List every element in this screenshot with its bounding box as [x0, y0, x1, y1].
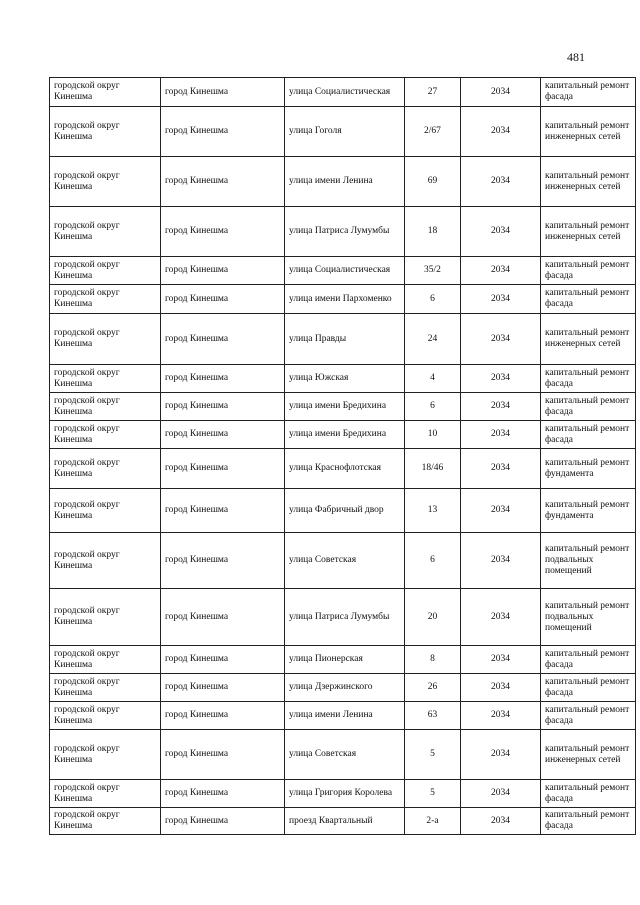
- district-cell: городской округ Кинешма: [50, 365, 161, 393]
- year-cell: 2034: [461, 489, 541, 533]
- work-cell: капитальный ремонт фасада: [541, 646, 636, 674]
- table-row: [50, 449, 636, 489]
- year-cell: 2034: [461, 730, 541, 780]
- house-cell: 2-а: [405, 808, 461, 835]
- district-cell: городской округ Кинешма: [50, 589, 161, 646]
- district-cell: городской округ Кинешма: [50, 107, 161, 157]
- street-cell: улица Григория Королева: [285, 780, 405, 808]
- work-cell: капитальный ремонт фасада: [541, 365, 636, 393]
- year-cell: 2034: [461, 646, 541, 674]
- city-cell: город Кинешма: [161, 157, 285, 207]
- house-cell: 6: [405, 285, 461, 314]
- house-cell: 4: [405, 365, 461, 393]
- city-cell: город Кинешма: [161, 107, 285, 157]
- work-cell: капитальный ремонт фасада: [541, 393, 636, 421]
- table-row: [50, 421, 636, 449]
- street-cell: улица имени Ленина: [285, 702, 405, 730]
- house-cell: 13: [405, 489, 461, 533]
- district-cell: городской округ Кинешма: [50, 157, 161, 207]
- table-body: [50, 78, 636, 835]
- work-cell: капитальный ремонт фасада: [541, 78, 636, 107]
- table-row: [50, 257, 636, 285]
- house-cell: 20: [405, 589, 461, 646]
- street-cell: улица имени Бредихина: [285, 393, 405, 421]
- year-cell: 2034: [461, 702, 541, 730]
- work-cell: капитальный ремонт инженерных сетей: [541, 157, 636, 207]
- table-row: [50, 207, 636, 257]
- work-cell: капитальный ремонт фасада: [541, 674, 636, 702]
- house-cell: 35/2: [405, 257, 461, 285]
- street-cell: улица Советская: [285, 533, 405, 589]
- work-cell: капитальный ремонт фасада: [541, 257, 636, 285]
- street-cell: улица Патриса Лумумбы: [285, 207, 405, 257]
- table-row: [50, 730, 636, 780]
- year-cell: 2034: [461, 589, 541, 646]
- repair-schedule-table: [49, 77, 636, 835]
- house-cell: 69: [405, 157, 461, 207]
- table-row: [50, 646, 636, 674]
- house-cell: 10: [405, 421, 461, 449]
- work-cell: капитальный ремонт фасада: [541, 285, 636, 314]
- city-cell: город Кинешма: [161, 78, 285, 107]
- district-cell: городской округ Кинешма: [50, 78, 161, 107]
- house-cell: 5: [405, 780, 461, 808]
- city-cell: город Кинешма: [161, 257, 285, 285]
- work-cell: капитальный ремонт инженерных сетей: [541, 107, 636, 157]
- district-cell: городской округ Кинешма: [50, 285, 161, 314]
- table-row: [50, 285, 636, 314]
- work-cell: капитальный ремонт фасада: [541, 780, 636, 808]
- district-cell: городской округ Кинешма: [50, 257, 161, 285]
- house-cell: 5: [405, 730, 461, 780]
- year-cell: 2034: [461, 285, 541, 314]
- house-cell: 6: [405, 393, 461, 421]
- city-cell: город Кинешма: [161, 314, 285, 365]
- city-cell: город Кинешма: [161, 730, 285, 780]
- year-cell: 2034: [461, 674, 541, 702]
- table-row: [50, 808, 636, 835]
- house-cell: 27: [405, 78, 461, 107]
- district-cell: городской округ Кинешма: [50, 314, 161, 365]
- district-cell: городской округ Кинешма: [50, 489, 161, 533]
- district-cell: городской округ Кинешма: [50, 702, 161, 730]
- house-cell: 24: [405, 314, 461, 365]
- year-cell: 2034: [461, 107, 541, 157]
- district-cell: городской округ Кинешма: [50, 533, 161, 589]
- district-cell: городской округ Кинешма: [50, 421, 161, 449]
- street-cell: улица Патриса Лумумбы: [285, 589, 405, 646]
- house-cell: 18/46: [405, 449, 461, 489]
- street-cell: улица имени Ленина: [285, 157, 405, 207]
- table-row: [50, 702, 636, 730]
- district-cell: городской округ Кинешма: [50, 646, 161, 674]
- street-cell: улица Социалистическая: [285, 78, 405, 107]
- street-cell: улица Правды: [285, 314, 405, 365]
- year-cell: 2034: [461, 207, 541, 257]
- district-cell: городской округ Кинешма: [50, 449, 161, 489]
- city-cell: город Кинешма: [161, 589, 285, 646]
- work-cell: капитальный ремонт подвальных помещений: [541, 589, 636, 646]
- table-row: [50, 314, 636, 365]
- year-cell: 2034: [461, 314, 541, 365]
- city-cell: город Кинешма: [161, 780, 285, 808]
- table-row: [50, 489, 636, 533]
- city-cell: город Кинешма: [161, 285, 285, 314]
- work-cell: капитальный ремонт фасада: [541, 702, 636, 730]
- city-cell: город Кинешма: [161, 646, 285, 674]
- street-cell: улица Фабричный двор: [285, 489, 405, 533]
- table-row: [50, 589, 636, 646]
- district-cell: городской округ Кинешма: [50, 808, 161, 835]
- table-row: [50, 157, 636, 207]
- city-cell: город Кинешма: [161, 365, 285, 393]
- district-cell: городской округ Кинешма: [50, 393, 161, 421]
- street-cell: улица имени Бредихина: [285, 421, 405, 449]
- city-cell: город Кинешма: [161, 393, 285, 421]
- district-cell: городской округ Кинешма: [50, 730, 161, 780]
- street-cell: улица Южская: [285, 365, 405, 393]
- year-cell: 2034: [461, 421, 541, 449]
- city-cell: город Кинешма: [161, 702, 285, 730]
- year-cell: 2034: [461, 449, 541, 489]
- year-cell: 2034: [461, 257, 541, 285]
- house-cell: 8: [405, 646, 461, 674]
- city-cell: город Кинешма: [161, 489, 285, 533]
- house-cell: 6: [405, 533, 461, 589]
- work-cell: капитальный ремонт фасада: [541, 421, 636, 449]
- year-cell: 2034: [461, 808, 541, 835]
- district-cell: городской округ Кинешма: [50, 674, 161, 702]
- work-cell: капитальный ремонт инженерных сетей: [541, 730, 636, 780]
- year-cell: 2034: [461, 365, 541, 393]
- work-cell: капитальный ремонт подвальных помещений: [541, 533, 636, 589]
- city-cell: город Кинешма: [161, 533, 285, 589]
- street-cell: улица Дзержинского: [285, 674, 405, 702]
- street-cell: улица Гоголя: [285, 107, 405, 157]
- street-cell: улица имени Пархоменко: [285, 285, 405, 314]
- work-cell: капитальный ремонт фасада: [541, 808, 636, 835]
- year-cell: 2034: [461, 780, 541, 808]
- table-row: [50, 674, 636, 702]
- table-row: [50, 533, 636, 589]
- house-cell: 2/67: [405, 107, 461, 157]
- city-cell: город Кинешма: [161, 674, 285, 702]
- city-cell: город Кинешма: [161, 808, 285, 835]
- city-cell: город Кинешма: [161, 421, 285, 449]
- city-cell: город Кинешма: [161, 207, 285, 257]
- house-cell: 26: [405, 674, 461, 702]
- street-cell: улица Краснофлотская: [285, 449, 405, 489]
- year-cell: 2034: [461, 393, 541, 421]
- year-cell: 2034: [461, 78, 541, 107]
- year-cell: 2034: [461, 533, 541, 589]
- street-cell: проезд Квартальный: [285, 808, 405, 835]
- year-cell: 2034: [461, 157, 541, 207]
- work-cell: капитальный ремонт инженерных сетей: [541, 207, 636, 257]
- page-number: 481: [567, 50, 585, 64]
- table-row: [50, 780, 636, 808]
- district-cell: городской округ Кинешма: [50, 780, 161, 808]
- table-row: [50, 78, 636, 107]
- street-cell: улица Пионерская: [285, 646, 405, 674]
- table-row: [50, 393, 636, 421]
- table-row: [50, 107, 636, 157]
- street-cell: улица Советская: [285, 730, 405, 780]
- house-cell: 18: [405, 207, 461, 257]
- house-cell: 63: [405, 702, 461, 730]
- city-cell: город Кинешма: [161, 449, 285, 489]
- table-row: [50, 365, 636, 393]
- work-cell: капитальный ремонт фундамента: [541, 449, 636, 489]
- district-cell: городской округ Кинешма: [50, 207, 161, 257]
- work-cell: капитальный ремонт фундамента: [541, 489, 636, 533]
- street-cell: улица Социалистическая: [285, 257, 405, 285]
- work-cell: капитальный ремонт инженерных сетей: [541, 314, 636, 365]
